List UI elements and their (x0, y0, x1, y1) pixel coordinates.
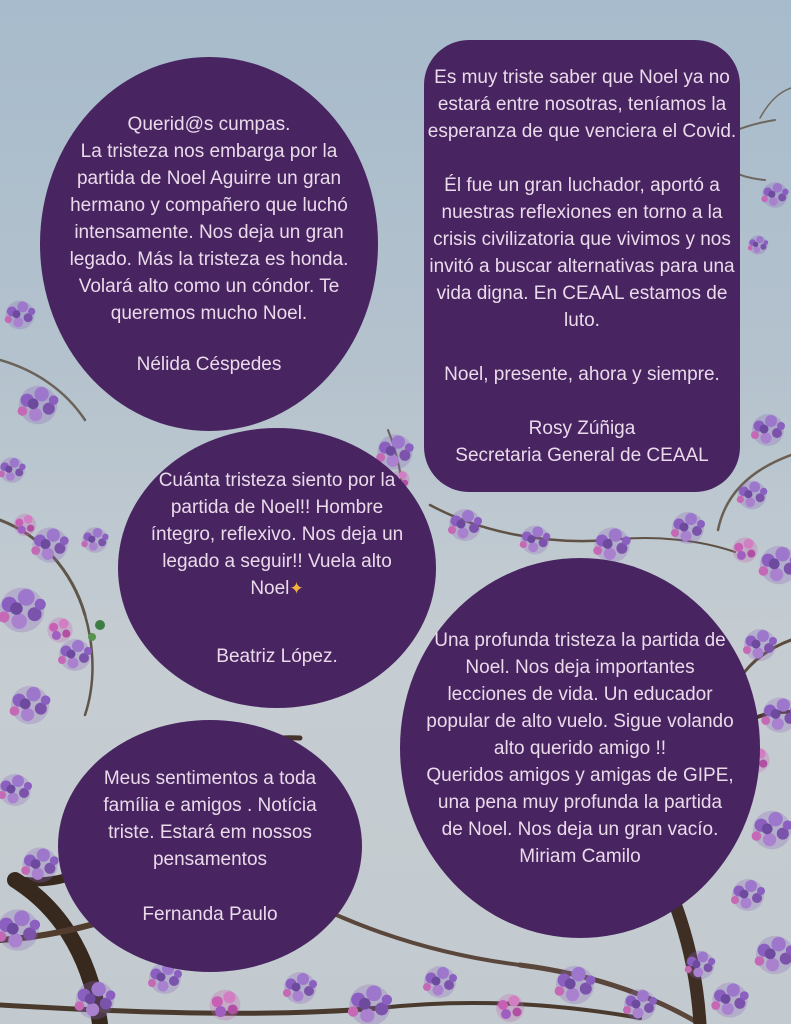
tribute-message: Es muy triste saber que Noel ya no estará entre nosotras, teníamos la esperanza de que venciera el Covid. (427, 66, 737, 142)
tribute-author: Miriam Camilo (519, 845, 641, 867)
tribute-author-title: Secretaria General de CEAAL (455, 444, 709, 466)
tribute-bubble-beatriz (118, 428, 436, 708)
tribute-bubble-fernanda (58, 720, 362, 972)
tribute-bubble-miriam (400, 558, 760, 938)
tribute-message: Él fue un gran luchador, aportó a nuestras reflexiones en torno a la crisis civilizatoria que vivimos y nos invitó a buscar alternativas para una vida digna. En CEAAL estamos de luto. (429, 174, 735, 331)
tribute-author: Rosy Zúñiga (528, 417, 636, 439)
tribute-message: Querid@s cumpas. (127, 113, 291, 135)
tribute-message: La tristeza nos embarga por la partida de Noel Aguirre un gran hermano y compañero que luchó intensamente. Nos deja un gran legado. Más la tristeza es honda. Volará alto como un cóndor. Te queremos mucho Noel. (69, 140, 349, 324)
tribute-author: Nélida Céspedes (136, 353, 282, 375)
tribute-message: Una profunda tristeza la partida de Noel. Nos deja importantes lecciones de vida. Un educador popular de alto vuelo. Sigue volando alto querido amigo !! (426, 629, 734, 759)
tribute-author: Fernanda Paulo (142, 903, 278, 925)
sparkles-emoji: ✦ (289, 578, 304, 599)
tribute-message: Meus sentimentos a toda família e amigos . Notícia triste. Estará em nossos pensamentos (103, 767, 317, 870)
tribute-message: Queridos amigos y amigas de GIPE, una pena muy profunda la partida de Noel. Nos deja un gran vacío. (426, 764, 734, 840)
tribute-bubble-rosy (424, 40, 740, 492)
tribute-bubble-nelida (40, 57, 378, 431)
tribute-message: Noel, presente, ahora y siempre. (444, 363, 720, 385)
tribute-author: Beatriz López. (216, 645, 338, 667)
tribute-message: Cuánta tristeza siento por la partida de Noel!! Hombre íntegro, reflexivo. Nos deja un legado a seguir!! Vuela alto Noel✦ (150, 469, 404, 599)
